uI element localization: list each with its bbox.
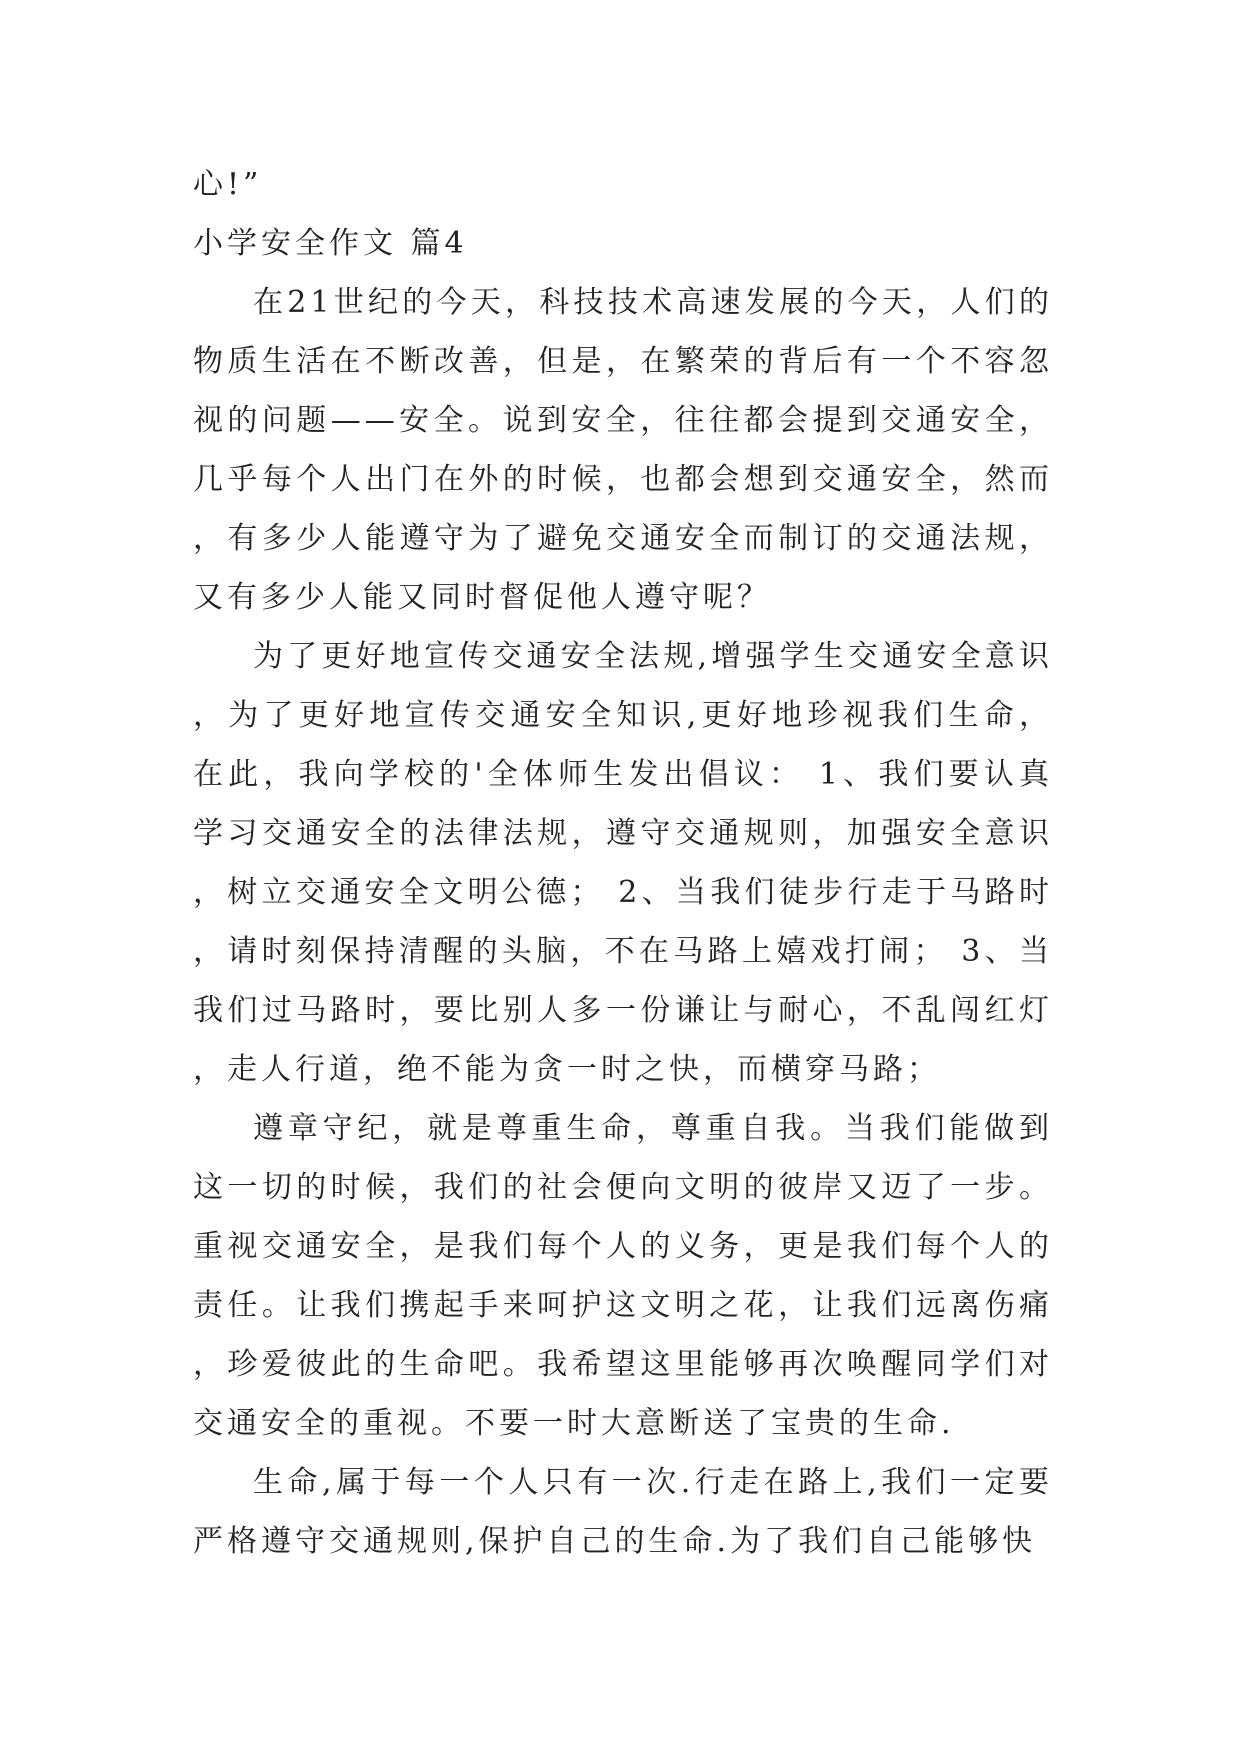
paragraph-1: 在21世纪的今天，科技技术高速发展的今天，人们的物质生活在不断改善，但是，在繁荣的背后有一个不容忽视的问题——安全。说到安全，往往都会提到交通安全，几乎每个人出门在外的时候，也都会想到交通安全，然而，有多少人能遵守为了避免交通安全而制订的交通法规，又有多少人能又同时督促他人遵守呢？ [193,285,1053,615]
essay-heading: 小学安全作文 篇4 [193,226,468,261]
document-body [193,155,1053,1571]
continuation-line: 心!” [193,167,263,202]
paragraph-3: 遵章守纪，就是尊重生命，尊重自我。当我们能做到这一切的时候，我们的社会便向文明的彼岸又迈了一步。重视交通安全，是我们每个人的义务，更是我们每个人的责任。让我们携起手来呵护这文明之花，让我们远离伤痛，珍爱彼此的生命吧。我希望这里能够再次唤醒同学们对交通安全的重视。不要一时大意断送了宝贵的生命. [193,1111,1053,1441]
paragraph-4: 生命,属于每一个人只有一次.行走在路上,我们一定要严格遵守交通规则,保护自己的生命.为了我们自己能够快 [193,1465,1053,1559]
paragraph-2: 为了更好地宣传交通安全法规,增强学生交通安全意识，为了更好地宣传交通安全知识,更好地珍视我们生命，在此，我向学校的'全体师生发出倡议： 1、我们要认真学习交通安全的法律法规，遵守交通规则，加强安全意识，树立交通安全文明公德； 2、当我们徒步行走于马路时，请时刻保持清醒的头脑，不在马路上嬉戏打闹； 3、当我们过马路时，要比别人多一份谦让与耐心，不乱闯红灯，走人行道，绝不能为贪一时之快，而横穿马路； [193,639,1053,1087]
